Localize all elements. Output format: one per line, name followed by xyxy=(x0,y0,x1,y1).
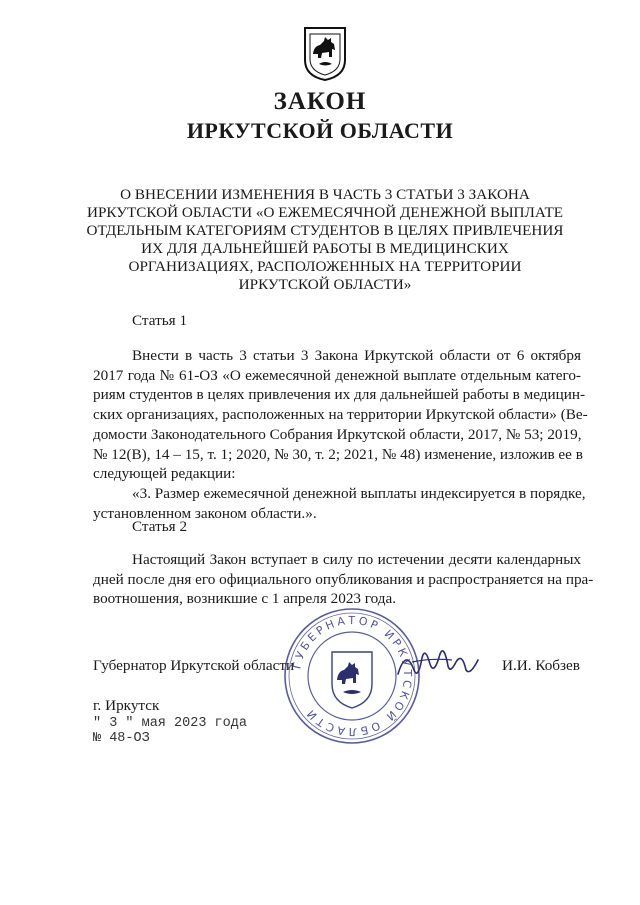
paragraph-line: 2017 года № 61-ОЗ «О ежемесячной денежной выплате отдельным катего- xyxy=(93,366,581,384)
document-title: ЗАКОН xyxy=(273,88,367,115)
subject-line: ИРКУТСКОЙ ОБЛАСТИ» xyxy=(238,276,412,293)
subject-line: ИХ ДЛЯ ДАЛЬНЕЙШЕЙ РАБОТЫ В МЕДИЦИНСКИХ xyxy=(141,240,509,257)
coat-of-arms-icon xyxy=(302,24,348,82)
paragraph-line: «3. Размер ежемесячной денежной выплаты индексируется в порядке, xyxy=(132,484,586,502)
paragraph-line: дней после дня его официального опубликования и распространяется на пра- xyxy=(93,570,594,588)
article-2-body xyxy=(93,550,594,609)
seal-ring-text: ГУБЕРНАТОР ИРКУТСКОЙ ОБЛАСТИ xyxy=(290,613,415,739)
paragraph-line: Настоящий Закон вступает в силу по истечении десяти календарных xyxy=(132,551,581,568)
signing-date: " 3 " мая 2023 года xyxy=(93,716,247,731)
law-subject xyxy=(80,186,570,294)
subject-line: О ВНЕСЕНИИ ИЗМЕНЕНИЯ В ЧАСТЬ 3 СТАТЬИ 3 ЗАКОНА xyxy=(120,186,530,203)
handwritten-signature-icon xyxy=(392,640,492,684)
subject-line: ИРКУТСКОЙ ОБЛАСТИ «О ЕЖЕМЕСЯЧНОЙ ДЕНЕЖНОЙ ВЫПЛАТЕ xyxy=(86,204,564,221)
paragraph-line: № 12(В), 14 – 15, т. 1; 2020, № 30, т. 2; 2021, № 48) изменение, изложив ее в xyxy=(93,445,583,463)
paragraph-line: установленном законом области.». xyxy=(93,504,317,522)
article-2-heading: Статья 2 xyxy=(132,518,188,535)
article-1-heading: Статья 1 xyxy=(132,312,188,329)
paragraph-line: ских организациях, расположенных на территории Иркутской области» (Ве- xyxy=(93,406,588,424)
subject-line: ОТДЕЛЬНЫМ КАТЕГОРИЯМ СТУДЕНТОВ В ЦЕЛЯХ ПРИВЛЕЧЕНИЯ xyxy=(86,222,564,239)
paragraph-line: следующей редакции: xyxy=(93,465,236,483)
paragraph-line: домости Законодательного Собрания Иркутской области, 2017, № 53; 2019, xyxy=(93,425,582,443)
document-region: ИРКУТСКОЙ ОБЛАСТИ xyxy=(186,118,454,143)
signatory-name: И.И. Кобзев xyxy=(502,657,580,674)
article-1-body xyxy=(93,346,588,523)
signatory-position: Губернатор Иркутской области xyxy=(93,657,295,674)
paragraph-line: риям студентов в целях привлечения их для дальнейшей работы в медицин- xyxy=(93,386,586,404)
law-number: № 48-ОЗ xyxy=(93,731,150,746)
signing-city: г. Иркутск xyxy=(93,697,160,714)
subject-line: ОРГАНИЗАЦИЯХ, РАСПОЛОЖЕННЫХ НА ТЕРРИТОРИИ xyxy=(128,258,522,275)
paragraph-line: Внести в часть 3 статьи 3 Закона Иркутской области от 6 октября xyxy=(132,347,581,364)
paragraph-line: воотношения, возникшие с 1 апреля 2023 года. xyxy=(93,590,397,608)
